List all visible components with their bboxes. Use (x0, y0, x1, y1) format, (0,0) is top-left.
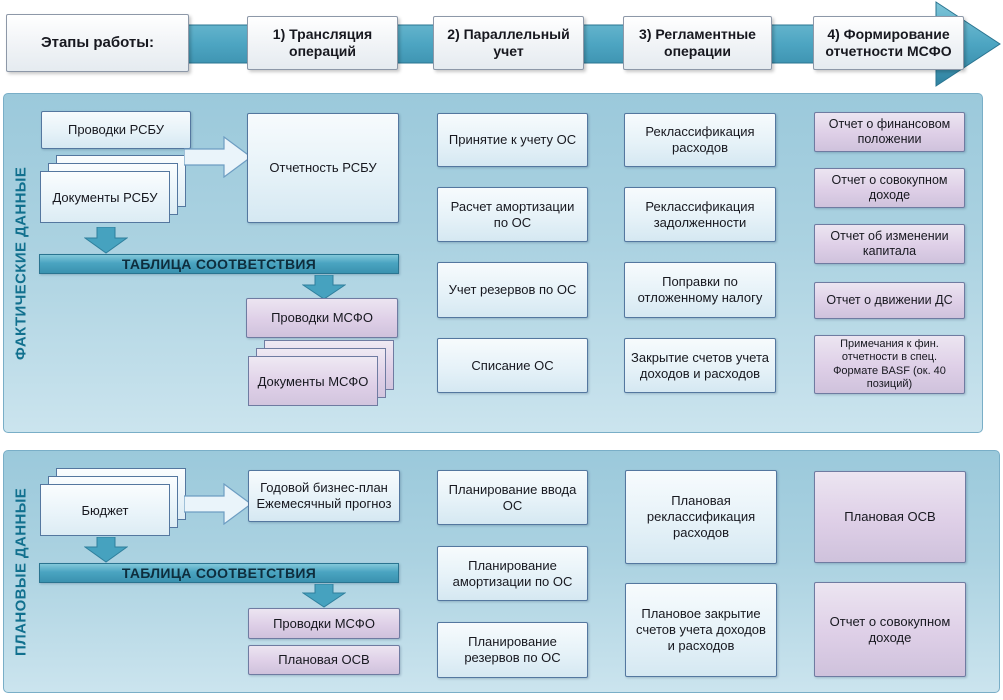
documents-rsbu-stack (40, 171, 170, 223)
stage-box-3 (623, 16, 772, 70)
stages-intro-box (6, 14, 189, 72)
parallel-step-label: Расчет амортизации по ОС (450, 198, 575, 230)
flow-arrow-down-icon (84, 227, 128, 254)
regulated-step-box (625, 470, 777, 564)
stage-3-label: 3) Регламентные операции (639, 25, 756, 59)
parallel-step-label: Учет резервов по ОС (448, 282, 577, 298)
stage-4-label: 4) Формирование отчетности МСФО (825, 25, 952, 59)
planned-side-label-text: ПЛАНОВЫЕ ДАННЫЕ (12, 487, 30, 656)
parallel-step-label: Планирование ввода ОС (448, 481, 577, 513)
report-label: Отчет о движении ДС (826, 292, 953, 307)
parallel-step-label: Списание ОС (471, 357, 554, 373)
postings-msfo-box (246, 298, 398, 338)
reporting-rsbu-box (247, 113, 399, 223)
flow-arrow-down-icon (84, 537, 128, 563)
report-label: Отчет о совокупном доходе (831, 172, 948, 202)
parallel-step-label: Планирование амортизации по ОС (452, 557, 573, 589)
report-label: Отчет о финансовом положении (828, 116, 951, 146)
flow-arrow-down-icon (302, 275, 346, 300)
report-box (814, 112, 965, 152)
actual-side-label-text: ФАКТИЧЕСКИЕ ДАННЫЕ (12, 166, 30, 360)
budget-label: Бюджет (81, 502, 129, 518)
report-box (814, 471, 966, 563)
stage-box-2 (433, 16, 584, 70)
report-box (814, 582, 966, 677)
report-box (814, 335, 965, 394)
report-box (814, 282, 965, 319)
regulated-step-box (625, 583, 777, 677)
parallel-step-box (437, 338, 588, 393)
stage-box-1 (247, 16, 398, 70)
report-label: Примечания к фин. отчетности в спец. Формате BASF (ок. 40 позиций) (833, 338, 946, 390)
planned-side-label (6, 451, 36, 692)
flow-arrow-right-icon (184, 483, 252, 525)
actual-data-section (3, 93, 983, 433)
regulated-step-label: Плановое закрытие счетов учета доходов и расходов (636, 606, 766, 653)
regulated-step-label: Закрытие счетов учета доходов и расходов (631, 349, 769, 381)
planned-postings-msfo-box (248, 608, 400, 639)
planned-osv-box (248, 645, 400, 675)
parallel-step-box (437, 622, 588, 678)
mapping-table-band (39, 563, 399, 583)
regulated-step-label: Реклассификация задолженности (645, 198, 755, 230)
mapping-table-label: ТАБЛИЦА СООТВЕТСТВИЯ (121, 565, 317, 581)
business-plan-line2: Ежемесячный прогноз (256, 496, 392, 511)
parallel-step-label: Принятие к учету ОС (448, 132, 577, 148)
regulated-step-box (624, 187, 776, 242)
regulated-step-label: Реклассификация расходов (645, 124, 755, 155)
business-plan-box (248, 470, 400, 522)
parallel-step-box (437, 113, 588, 167)
report-label: Отчет о совокупном доходе (829, 613, 951, 645)
regulated-step-label: Поправки по отложенному налогу (637, 274, 763, 305)
regulated-step-box (624, 113, 776, 167)
postings-rsbu-box (41, 111, 191, 149)
stage-1-label: 1) Трансляция операций (272, 25, 373, 59)
planned-postings-msfo-label: Проводки МСФО (273, 615, 375, 631)
report-label: Плановая ОСВ (844, 509, 936, 525)
postings-msfo-label: Проводки МСФО (271, 310, 373, 326)
report-box (814, 168, 965, 208)
flow-arrow-down-icon (302, 584, 346, 608)
reporting-rsbu-label: Отчетность РСБУ (269, 160, 377, 176)
parallel-step-box (437, 470, 588, 525)
business-plan-line1: Годовой бизнес-план (260, 480, 388, 496)
planned-data-section (3, 450, 1000, 693)
report-box (814, 224, 965, 264)
parallel-step-box (437, 187, 588, 242)
report-label: Отчет об изменении капитала (830, 228, 949, 258)
mapping-table-band (39, 254, 399, 274)
parallel-step-label: Планирование резервов по ОС (464, 634, 561, 665)
documents-msfo-label: Документы МСФО (257, 373, 369, 389)
regulated-step-box (624, 262, 776, 318)
documents-rsbu-label: Документы РСБУ (52, 189, 158, 205)
stage-2-label: 2) Параллельный учет (447, 25, 570, 59)
postings-rsbu-label: Проводки РСБУ (67, 122, 165, 138)
flow-arrow-right-icon (184, 136, 252, 178)
regulated-step-label: Плановая реклассификация расходов (646, 493, 756, 540)
stage-box-4 (813, 16, 964, 70)
stages-intro-label: Этапы работы: (40, 33, 155, 51)
parallel-step-box (437, 546, 588, 601)
regulated-step-box (624, 338, 776, 393)
mapping-table-label: ТАБЛИЦА СООТВЕТСТВИЯ (121, 256, 317, 272)
documents-msfo-stack (248, 356, 378, 406)
budget-stack (40, 484, 170, 536)
parallel-step-box (437, 262, 588, 318)
planned-osv-label: Плановая ОСВ (278, 652, 370, 668)
actual-side-label (6, 94, 36, 432)
